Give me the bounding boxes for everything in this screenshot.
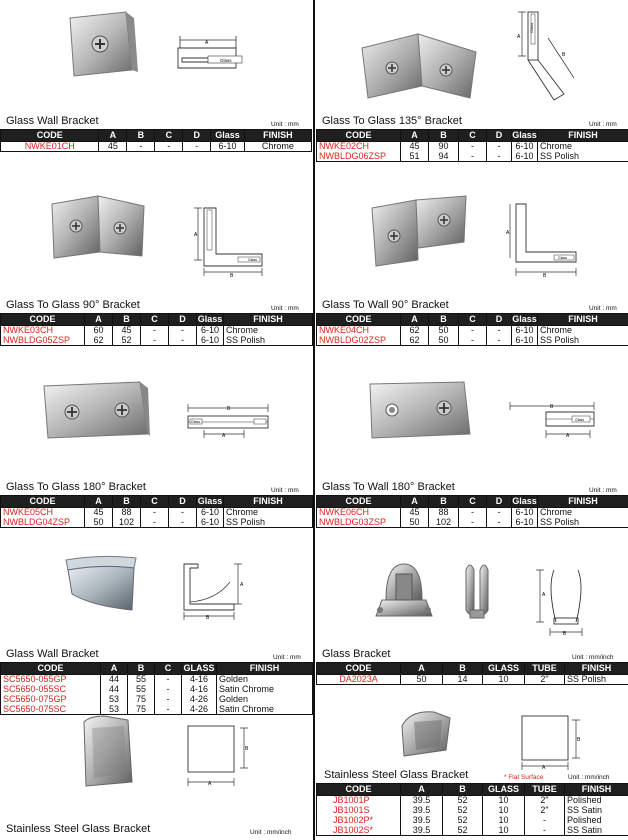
cell: 6-10	[512, 336, 538, 346]
cell: 2"	[525, 675, 565, 685]
panel-stainless-steel-glass-bracket-right	[316, 688, 628, 840]
glass-to-glass-90-bracket-photo	[46, 192, 150, 262]
cell: 51	[401, 152, 429, 162]
cell: 6-10	[512, 152, 538, 162]
unit-note: Unit : mm	[271, 121, 299, 128]
ss-glass-bracket-photo	[74, 714, 138, 788]
header-glass: GLASS	[483, 784, 525, 796]
cell: -	[155, 675, 182, 685]
panel-title: Stainless Steel Glass Bracket	[6, 823, 151, 835]
cell: 6-10	[197, 508, 224, 518]
panel-glass-bracket	[316, 512, 628, 688]
cell: Golden	[217, 675, 313, 685]
unit-note: Unit : mm	[589, 305, 617, 312]
glass-wall-bracket-photo	[62, 8, 140, 80]
header-code: CODE	[317, 130, 401, 142]
cell: 60	[85, 326, 113, 336]
cell: Satin Chrome	[217, 705, 313, 715]
dim-label-glass: Glass	[191, 420, 200, 424]
product-code: NWKE04CH	[317, 326, 401, 336]
dim-label-a: A	[542, 592, 546, 598]
dim-label-glass: Glass	[220, 58, 232, 63]
cell: -	[525, 816, 565, 826]
cell: 4-16	[182, 675, 217, 685]
table-header	[317, 314, 628, 326]
spec-table	[316, 662, 628, 685]
header-code: CODE	[1, 663, 101, 675]
unit-note: Unit : mm	[271, 305, 299, 312]
product-code: NWKE02CH	[317, 142, 401, 152]
product-code: JB1002S*	[317, 826, 401, 836]
dim-label-a: A	[208, 781, 212, 787]
header-a: A	[101, 663, 128, 675]
cell: 55	[128, 685, 155, 695]
cell: -	[141, 326, 169, 336]
cell: 6-10	[197, 336, 224, 346]
table-header	[1, 130, 312, 142]
spec-table	[316, 783, 628, 836]
cell: SS Polish	[538, 152, 628, 162]
panel-title: Glass To Glass 180° Bracket	[6, 481, 146, 493]
header-a: A	[401, 496, 429, 508]
header-d: D	[169, 496, 197, 508]
header-glass: Glass	[512, 314, 537, 324]
product-code: DA2023A	[317, 675, 401, 685]
header-b: B	[429, 130, 459, 142]
header-code: CODE	[317, 314, 401, 326]
header-glass: GLASS	[183, 663, 215, 673]
cell: 52	[443, 816, 483, 826]
table-row	[1, 326, 313, 336]
cell: -	[487, 152, 512, 162]
header-tube: TUBE	[525, 663, 565, 675]
cell: -	[169, 518, 197, 528]
cell: 6-10	[512, 518, 538, 528]
cell: 62	[85, 336, 113, 346]
header-code: CODE	[1, 314, 85, 326]
cell: 39.5	[401, 816, 443, 826]
header-d: D	[183, 130, 211, 142]
cell: SS Polish	[224, 336, 313, 346]
spec-table	[0, 129, 312, 152]
header-code: CODE	[1, 496, 85, 508]
cell: 55	[128, 675, 155, 685]
cell: 52	[113, 336, 141, 346]
glass-to-glass-135-bracket-drawing	[512, 8, 582, 110]
cell: SS Polish	[538, 518, 628, 528]
header-c: C	[155, 663, 182, 675]
cell: 50	[401, 518, 429, 528]
header-a: A	[401, 130, 429, 142]
cell: Chrome	[244, 142, 311, 152]
header-glass: GLASS	[483, 663, 525, 675]
cell: Golden	[217, 695, 313, 705]
glass-to-glass-135-bracket-photo	[358, 28, 484, 100]
flat-surface-note	[504, 774, 543, 781]
glass-to-wall-180-bracket-photo	[366, 380, 474, 442]
cell: -	[487, 142, 512, 152]
cell: -	[155, 695, 182, 705]
table-header	[1, 314, 313, 326]
product-code: NWKE06CH	[317, 508, 401, 518]
cell: -	[487, 508, 512, 518]
cell: SS Polish	[565, 675, 628, 685]
cell: 45	[401, 142, 429, 152]
header-finish: FINISH	[565, 663, 628, 675]
dim-label-b: B	[577, 737, 581, 743]
panel-title: Glass To Glass 90° Bracket	[6, 299, 140, 311]
header-finish: FINISH	[224, 314, 313, 326]
cell: 39.5	[401, 826, 443, 836]
product-code: NWBLDG03ZSP	[317, 518, 401, 528]
glass-to-glass-180-bracket-photo	[40, 380, 152, 442]
cell: 50	[401, 675, 443, 685]
unit-note: Unit : mm	[273, 654, 301, 661]
product-code: SC5650-075SC	[1, 705, 101, 715]
cell: 50	[429, 326, 459, 336]
cell: 14	[443, 675, 483, 685]
header-b: B	[127, 130, 155, 142]
dim-label-b: B	[245, 746, 249, 752]
unit-note: Unit : mm/inch	[568, 774, 610, 781]
table-header	[1, 663, 313, 675]
product-code: NWBLDG05ZSP	[1, 336, 85, 346]
glass-bracket-photo	[370, 556, 504, 626]
unit-note: Unit : mm	[271, 487, 299, 494]
header-b: B	[113, 496, 141, 508]
ss-glass-bracket-photo	[394, 706, 458, 760]
cell: SS Polish	[224, 518, 313, 528]
cell: 75	[128, 695, 155, 705]
header-finish: FINISH	[244, 130, 311, 142]
dim-label-glass: Glass	[575, 418, 584, 422]
cell: 6-10	[197, 518, 224, 528]
glass-to-wall-180-bracket-drawing	[506, 400, 598, 444]
cell: 45	[401, 508, 429, 518]
header-a: A	[401, 663, 443, 675]
dim-label-a: A	[566, 433, 570, 439]
dim-label-b: B	[543, 273, 547, 279]
cell: 10	[483, 796, 525, 806]
cell: -	[459, 336, 487, 346]
header-c: C	[459, 496, 487, 508]
dim-label-glass: Glass	[529, 22, 534, 33]
header-a: A	[85, 496, 113, 508]
panel-glass-to-glass-90-bracket	[0, 172, 312, 345]
cell: Polished	[565, 796, 628, 806]
cell: SS Satin	[565, 826, 628, 836]
header-glass: Glass	[197, 496, 223, 506]
table-header	[317, 784, 628, 796]
cell: -	[141, 336, 169, 346]
cell: 62	[401, 336, 429, 346]
cell: -	[155, 142, 183, 152]
panel-stainless-steel-glass-bracket-left	[0, 686, 312, 840]
cell: Polished	[565, 816, 628, 826]
cell: 2"	[525, 806, 565, 816]
table-row	[317, 796, 628, 806]
cell: 88	[113, 508, 141, 518]
cell: 6-10	[197, 326, 224, 336]
header-b: B	[128, 663, 155, 675]
cell: -	[155, 685, 182, 695]
dim-label-a: A	[506, 230, 510, 236]
cell: 90	[429, 142, 459, 152]
cell: 45	[113, 326, 141, 336]
cell: -	[155, 705, 182, 715]
dim-label-glass: Glass	[558, 256, 567, 260]
product-code: NWKE03CH	[1, 326, 85, 336]
glass-wall-bracket-drawing	[168, 34, 252, 72]
cell: -	[127, 142, 155, 152]
dim-label-a: A	[240, 582, 244, 588]
product-code: NWKE05CH	[1, 508, 85, 518]
dim-label-b: B	[550, 404, 554, 410]
product-code: NWBLDG04ZSP	[1, 518, 85, 528]
cell: 39.5	[401, 796, 443, 806]
cell: SS Polish	[538, 336, 628, 346]
cell: 52	[443, 796, 483, 806]
table-header	[317, 130, 628, 142]
cell: 45	[99, 142, 127, 152]
dim-label-b: B	[206, 615, 210, 621]
panel-title: Glass Wall Bracket	[6, 648, 99, 660]
cell: 6-10	[211, 142, 245, 152]
table-header	[1, 496, 313, 508]
product-code: SC5650-075GP	[1, 695, 101, 705]
header-glass: Glass	[197, 314, 223, 324]
cell: 10	[483, 806, 525, 816]
header-finish: FINISH	[224, 496, 313, 508]
panel-title: Stainless Steel Glass Bracket	[324, 769, 469, 781]
cell: -	[487, 326, 512, 336]
glass-to-glass-90-bracket-drawing	[192, 206, 268, 280]
ss-glass-bracket-drawing	[518, 714, 582, 774]
dim-label-a: A	[542, 765, 546, 771]
header-c: C	[459, 130, 487, 142]
panel-glass-wall-bracket-shelf	[0, 512, 312, 714]
product-code: NWKE01CH	[1, 142, 99, 152]
header-c: C	[141, 314, 169, 326]
header-tube: TUBE	[525, 784, 565, 796]
panel-glass-to-wall-180-bracket	[316, 342, 628, 527]
unit-note: Unit : mm	[589, 487, 617, 494]
cell: 10	[483, 826, 525, 836]
cell: 45	[85, 508, 113, 518]
panel-glass-wall-bracket	[0, 0, 312, 172]
cell: 50	[85, 518, 113, 528]
header-finish: FINISH	[538, 314, 628, 326]
dim-label-a: A	[205, 40, 209, 46]
table-row	[1, 142, 312, 152]
cell: -	[169, 508, 197, 518]
panel-title: Glass Wall Bracket	[6, 115, 99, 127]
panel-title: Glass To Glass 135° Bracket	[322, 115, 462, 127]
cell: -	[459, 142, 487, 152]
cell: 94	[429, 152, 459, 162]
header-d: D	[487, 496, 512, 508]
spec-table	[316, 129, 628, 162]
header-finish: FINISH	[538, 130, 628, 142]
header-a: A	[85, 314, 113, 326]
cell: -	[459, 326, 487, 336]
flat-surface-note-text: * Flat Surface	[504, 774, 544, 781]
header-c: C	[459, 314, 487, 326]
cell: 88	[429, 508, 459, 518]
product-code: NWBLDG02ZSP	[317, 336, 401, 346]
dim-label-b: B	[563, 631, 567, 637]
panel-title: Glass Bracket	[322, 648, 391, 660]
header-c: C	[141, 496, 169, 508]
cell: Chrome	[224, 508, 313, 518]
header-b: B	[443, 663, 483, 675]
cell: 4-26	[182, 705, 217, 715]
shelf-bracket-drawing	[176, 562, 252, 622]
table-row	[317, 675, 628, 685]
cell: 44	[101, 685, 128, 695]
ss-glass-bracket-drawing	[184, 722, 254, 792]
header-glass: Glass	[512, 130, 537, 140]
cell: 10	[483, 816, 525, 826]
dim-label-b: B	[562, 52, 566, 58]
dim-label-a: A	[222, 433, 226, 439]
header-code: CODE	[317, 784, 401, 796]
cell: SS Satin	[565, 806, 628, 816]
table-row	[317, 816, 628, 826]
cell: 2"	[525, 796, 565, 806]
cell: -	[459, 518, 487, 528]
header-glass: Glass	[512, 496, 537, 506]
panel-title: Glass To Wall 90° Bracket	[322, 299, 449, 311]
panel-glass-to-wall-90-bracket	[316, 172, 628, 345]
header-finish: FINISH	[565, 784, 628, 796]
cell: -	[487, 518, 512, 528]
cell: 50	[429, 336, 459, 346]
unit-note: Unit : mm/inch	[572, 654, 614, 661]
header-d: D	[487, 130, 512, 142]
dim-label-a: A	[517, 34, 521, 40]
table-header	[317, 663, 628, 675]
cell: 44	[101, 675, 128, 685]
header-b: B	[113, 314, 141, 326]
cell: -	[459, 152, 487, 162]
header-b: B	[443, 784, 483, 796]
shelf-bracket-photo	[62, 554, 142, 614]
glass-bracket-drawing	[534, 564, 598, 644]
product-code: JB1001S	[317, 806, 401, 816]
header-a: A	[99, 130, 127, 142]
column-divider	[313, 0, 315, 840]
cell: 102	[429, 518, 459, 528]
header-code: CODE	[317, 496, 401, 508]
table-row	[317, 152, 628, 162]
panel-glass-to-glass-180-bracket	[0, 342, 312, 527]
cell: -	[459, 508, 487, 518]
cell: 6-10	[512, 508, 538, 518]
dim-label-b: B	[227, 406, 231, 412]
unit-note: Unit : mm	[589, 121, 617, 128]
cell: Satin Chrome	[217, 685, 313, 695]
cell: 52	[443, 806, 483, 816]
header-code: CODE	[317, 663, 401, 675]
cell: 75	[128, 705, 155, 715]
table-row	[1, 675, 313, 685]
header-d: D	[169, 314, 197, 326]
cell: 4-16	[182, 685, 217, 695]
cell: Chrome	[538, 142, 628, 152]
product-code: NWBLDG06ZSP	[317, 152, 401, 162]
glass-to-wall-90-bracket-photo	[368, 194, 472, 268]
header-code: CODE	[1, 130, 99, 142]
glass-to-wall-90-bracket-drawing	[506, 202, 586, 282]
cell: -	[169, 336, 197, 346]
glass-to-glass-180-bracket-drawing	[184, 402, 274, 442]
dim-label-a: A	[194, 232, 198, 238]
cell: 62	[401, 326, 429, 336]
cell: 6-10	[512, 326, 538, 336]
table-row	[317, 826, 628, 836]
panel-glass-to-glass-135-bracket	[316, 0, 628, 172]
header-b: B	[429, 314, 459, 326]
header-d: D	[487, 314, 512, 326]
header-c: C	[155, 130, 183, 142]
cell: 52	[443, 826, 483, 836]
table-row	[317, 806, 628, 816]
header-a: A	[401, 784, 443, 796]
header-a: A	[401, 314, 429, 326]
panel-title: Glass To Wall 180° Bracket	[322, 481, 455, 493]
cell: 39.5	[401, 806, 443, 816]
cell: 10	[483, 675, 525, 685]
product-code: JB1001P	[317, 796, 401, 806]
header-b: B	[429, 496, 459, 508]
product-code: SC5650-055SC	[1, 685, 101, 695]
cell: 53	[101, 695, 128, 705]
table-row	[317, 142, 628, 152]
cell: -	[141, 508, 169, 518]
dim-label-b: B	[230, 273, 234, 279]
cell: Chrome	[224, 326, 313, 336]
cell: -	[525, 826, 565, 836]
cell: -	[141, 518, 169, 528]
cell: Chrome	[538, 508, 628, 518]
dim-label-glass: Glass	[248, 258, 257, 262]
unit-note: Unit : mm/inch	[250, 829, 292, 836]
cell: 102	[113, 518, 141, 528]
cell: -	[183, 142, 211, 152]
header-finish: FINISH	[538, 496, 628, 508]
table-row	[317, 326, 628, 336]
header-finish: FINISH	[217, 663, 313, 675]
header-glass: Glass	[211, 130, 245, 142]
table-header	[317, 496, 628, 508]
cell: 4-26	[182, 695, 217, 705]
cell: Chrome	[538, 326, 628, 336]
cell: 53	[101, 705, 128, 715]
product-code: SC5650-055GP	[1, 675, 101, 685]
cell: -	[487, 336, 512, 346]
cell: -	[169, 326, 197, 336]
product-code: JB1002P*	[317, 816, 401, 826]
cell: 6-10	[512, 142, 538, 152]
